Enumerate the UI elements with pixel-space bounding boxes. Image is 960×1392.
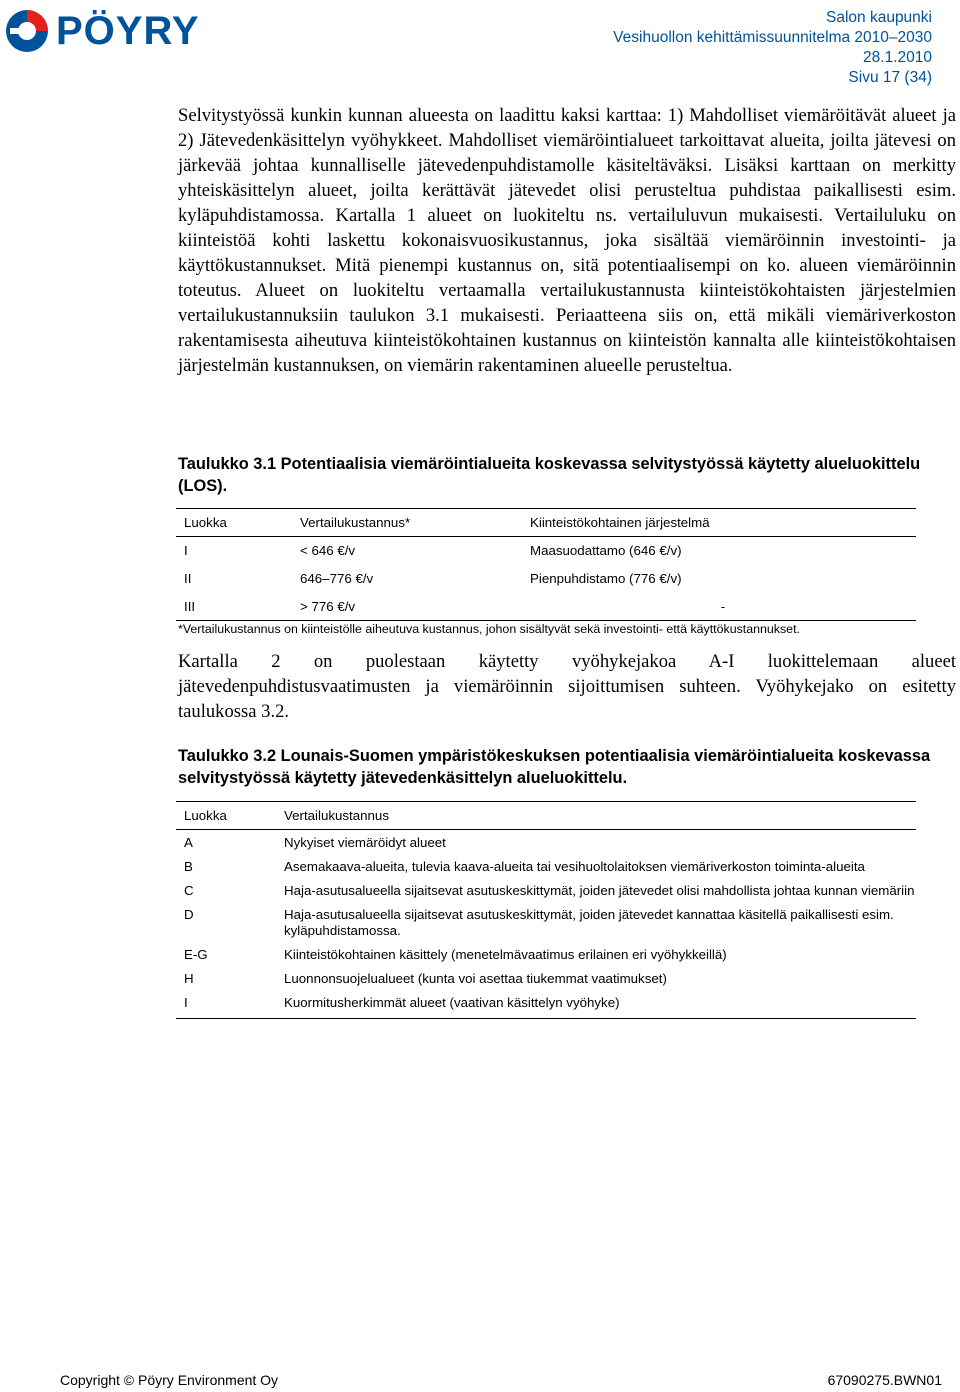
- table-row: [176, 593, 916, 621]
- table-cell: III: [184, 598, 196, 614]
- table-cell: Kiinteistökohtainen käsittely (menetelmävaatimus erilainen eri vyöhykkeillä): [284, 947, 727, 962]
- table-header-cell: Vertailukustannus*: [300, 515, 411, 530]
- table-header-row: [176, 509, 916, 537]
- body-paragraph-1: Selvitystyössä kunkin kunnan alueesta on laadittu kaksi karttaa: 1) Mahdolliset viemäröitävät alueet ja 2) Jätevedenkäsittelyn vyöhykkeet. Mahdolliset viemäröintialueet tarkoittavat alueita, joilta jätevesi on järkevää johtaa kunnalliselle jätevedenpuhdistamolle käsiteltäväksi. Lisäksi karttaan on merkitty yhteiskäsittelyn alueet, joilta kerättävät jätevedet olisi perusteltua puhdistaa paikallisesti esim. kyläpuhdistamossa. Kartalla 1 alueet on luokiteltu ns. vertailuluvun mukaisesti. Vertailuluku on kiinteistöä kohti laskettu kokonaisvuosikustannus, joka sisältää viemäröinnin investointi- ja käyttökustannukset. Mitä pienempi kustannus on, sitä potentiaalisempi on ko. alueen viemäröinnin toteutus. Alueet on luokiteltu vertaamalla vertailukustannusta kiinteistökohtaisten järjestelmien vertailukustannuksiin taulukon 3.1 mukaisesti. Periaatteena siis on, että mikäli viemäriverkoston rakentamisesta aiheutuva kiinteistökohtainen kustannus on kiinteistön kannalta alle kiinteistökohtaisen järjestelmän kustannuksen, on viemärin rakentaminen alueelle perusteltua.: [178, 105, 956, 376]
- header-page-number: Sivu 17 (34): [848, 69, 932, 86]
- header-date: 28.1.2010: [863, 49, 932, 66]
- table-cell: > 776 €/v: [300, 598, 356, 614]
- table-header-cell: Luokka: [184, 515, 227, 530]
- table-3-2: [176, 801, 916, 1019]
- table-row: [176, 878, 916, 902]
- table-row: [176, 565, 916, 593]
- table-cell: < 646 €/v: [300, 543, 356, 559]
- table-cell: 646–776 €/v: [300, 571, 374, 586]
- table-cell: Maasuodattamo (646 €/v): [530, 543, 682, 559]
- table-cell: Kuormitusherkimmät alueet (vaativan käsittelyn vyöhyke): [284, 995, 620, 1010]
- page-header: [613, 8, 932, 88]
- logo-text: PÖYRY: [56, 9, 200, 53]
- footer-copyright: Copyright © Pöyry Environment Oy: [60, 1372, 279, 1388]
- header-document-title: Vesihuollon kehittämissuunnitelma 2010–2030: [613, 29, 932, 46]
- table-header-cell: Vertailukustannus: [284, 808, 389, 823]
- table-cell: B: [184, 859, 193, 874]
- table-cell: I: [184, 543, 188, 559]
- table-cell: H: [184, 971, 194, 986]
- table-header-row: [176, 802, 916, 830]
- table-cell: Haja-asutusalueella sijaitsevat asutuskeskittymät, joiden jätevedet olisi mahdollista johtaa kunnan viemäriin: [284, 883, 915, 898]
- table-cell: II: [184, 571, 192, 586]
- table-cell: Haja-asutusalueella sijaitsevat asutuskeskittymät, joiden jätevedet kannattaa käsitellä paikallisesti esim. kyläpuhdistamossa.: [284, 907, 894, 938]
- table-row: [176, 854, 916, 878]
- footer-document-id: 67090275.BWN01: [827, 1372, 942, 1388]
- table-cell: Luonnonsuojelualueet (kunta voi asettaa tiukemmat vaatimukset): [284, 971, 667, 986]
- table-3-1: [176, 508, 916, 621]
- table-cell: E-G: [184, 947, 208, 962]
- table1-caption: Taulukko 3.1 Potentiaalisia viemäröintialueita koskevassa selvitystyössä käytetty alueluokittelu (LOS).: [178, 455, 921, 495]
- table-cell: D: [184, 907, 194, 922]
- table-cell: I: [184, 995, 188, 1010]
- table-header-cell: Kiinteistökohtainen järjestelmä: [530, 515, 710, 530]
- table-cell: A: [184, 835, 193, 850]
- header-client: Salon kaupunki: [826, 9, 932, 26]
- table-row: [176, 537, 916, 565]
- table-row: [176, 966, 916, 990]
- table-row: [176, 942, 916, 966]
- table-cell: Asemakaava-alueita, tulevia kaava-alueita tai vesihuoltolaitoksen viemäriverkoston toiminta-alueita: [284, 859, 865, 874]
- table-cell: Pienpuhdistamo (776 €/v): [530, 571, 682, 586]
- table-header-cell: Luokka: [184, 808, 227, 823]
- table-cell: Nykyiset viemäröidyt alueet: [284, 835, 446, 850]
- company-logo: [4, 6, 244, 56]
- table1-footnote: *Vertailukustannus on kiinteistölle aiheutuva kustannus, johon sisältyvät sekä investointi- että käyttökustannukset.: [178, 622, 800, 636]
- table-row: [176, 830, 916, 855]
- poyry-logo-icon: [4, 8, 50, 54]
- table-cell: C: [184, 883, 194, 898]
- table-cell: -: [720, 598, 726, 614]
- body-paragraph-2: Kartalla 2 on puolestaan käytetty vyöhykejakoa A-I luokittelemaan alueet jätevedenpuhdistusvaatimusten ja viemäröinnin sijoittumisen suhteen. Vyöhykejako on esitetty taulukossa 3.2.: [178, 651, 956, 722]
- table-row: [176, 990, 916, 1019]
- table2-caption: Taulukko 3.2 Lounais-Suomen ympäristökeskuksen potentiaalisia viemäröintialueita koskevassa selvitystyössä käytetty jätevedenkäsittelyn alueluokittelu.: [178, 747, 931, 787]
- table-row: [176, 902, 916, 942]
